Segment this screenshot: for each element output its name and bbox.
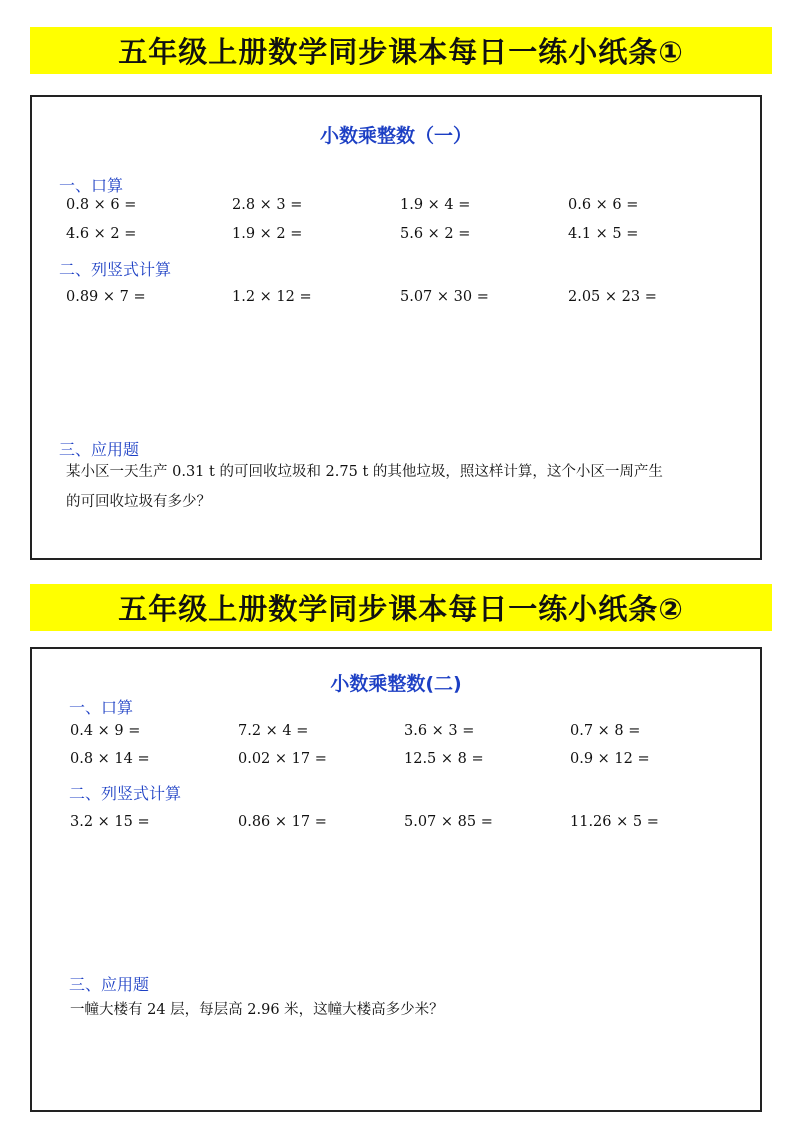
sheet2-application-heading: 三、应用题 <box>69 975 150 994</box>
sheet2-subtitle: 小数乘整数(二) <box>330 673 462 695</box>
sheet1-vertical-item-3: 5.07 × 30 = <box>400 289 489 305</box>
sheet2-oral-item-2: 7.2 × 4 = <box>238 723 309 739</box>
sheet1-vertical-item-1: 0.89 × 7 = <box>66 289 146 305</box>
sheet1-oral-item-2: 2.8 × 3 = <box>232 197 303 213</box>
sheet1-oral-item-8: 4.1 × 5 = <box>568 226 639 242</box>
sheet1-application-problem <box>66 457 756 517</box>
sheet2-oral-item-8: 0.9 × 12 = <box>570 751 650 767</box>
sheet1-oral-item-5: 4.6 × 2 = <box>66 226 137 242</box>
sheet1-card <box>30 95 762 560</box>
sheet1-oral-item-6: 1.9 × 2 = <box>232 226 303 242</box>
sheet2-vertical-heading: 二、列竖式计算 <box>69 784 182 803</box>
sheet1-application-line-1: 某小区一天生产 0.31 t 的可回收垃圾和 2.75 t 的其他垃圾，照这样计算，这个小区一周产生 <box>66 464 663 480</box>
sheet1-application-heading: 三、应用题 <box>59 440 140 459</box>
sheet2-oral-item-3: 3.6 × 3 = <box>404 723 475 739</box>
sheet2-application-line-1: 一幢大楼有 24 层，每层高 2.96 米，这幢大楼高多少米？ <box>70 1002 444 1018</box>
sheet1-vertical-item-4: 2.05 × 23 = <box>568 289 657 305</box>
sheet2-vertical-item-2: 0.86 × 17 = <box>238 814 327 830</box>
sheet1-oral-item-1: 0.8 × 6 = <box>66 197 137 213</box>
sheet2-oral-item-7: 12.5 × 8 = <box>404 751 484 767</box>
sheet1-subtitle: 小数乘整数（一） <box>319 125 472 147</box>
sheet1-application-line-2: 的可回收垃圾有多少？ <box>66 494 211 510</box>
sheet2-vertical-item-3: 5.07 × 85 = <box>404 814 493 830</box>
sheet2-banner-title: 五年级上册数学同步课本每日一练小纸条② <box>30 584 772 631</box>
sheet1-oral-item-4: 0.6 × 6 = <box>568 197 639 213</box>
sheet2-oral-item-4: 0.7 × 8 = <box>570 723 641 739</box>
sheet2-oral-heading: 一、口算 <box>69 698 134 717</box>
sheet1-oral-item-7: 5.6 × 2 = <box>400 226 471 242</box>
sheet1-banner-title: 五年级上册数学同步课本每日一练小纸条① <box>30 27 772 74</box>
sheet1-vertical-item-2: 1.2 × 12 = <box>232 289 312 305</box>
sheet2-oral-item-1: 0.4 × 9 = <box>70 723 141 739</box>
sheet2-card <box>30 647 762 1112</box>
sheet2-vertical-item-4: 11.26 × 5 = <box>570 814 659 830</box>
sheet2-vertical-item-1: 3.2 × 15 = <box>70 814 150 830</box>
sheet1-oral-heading: 一、口算 <box>59 176 124 195</box>
sheet1-vertical-heading: 二、列竖式计算 <box>59 260 172 279</box>
sheet2-oral-item-5: 0.8 × 14 = <box>70 751 150 767</box>
sheet2-application-problem <box>70 995 750 1025</box>
sheet1-oral-item-3: 1.9 × 4 = <box>400 197 471 213</box>
sheet2-oral-item-6: 0.02 × 17 = <box>238 751 327 767</box>
